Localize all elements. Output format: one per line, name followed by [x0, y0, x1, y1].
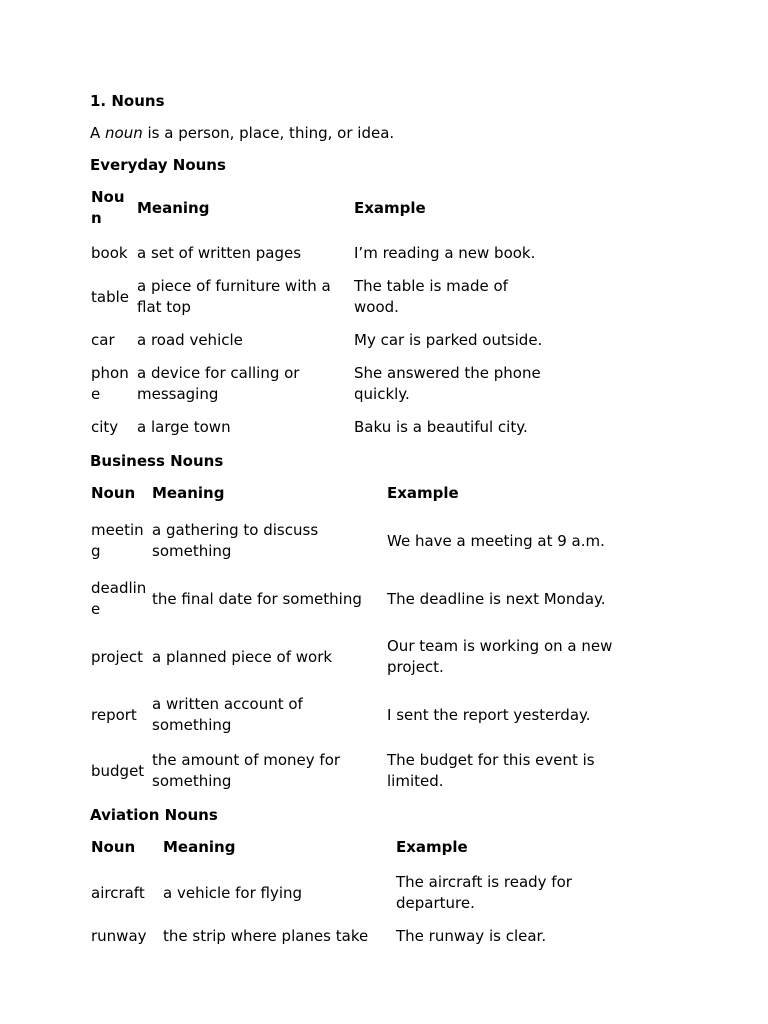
- meaning-cell: a planned piece of work: [152, 647, 333, 666]
- column-header-example: Example: [387, 484, 459, 502]
- meaning-cell: the amount of money for something: [152, 751, 341, 790]
- noun-cell: city: [91, 418, 119, 436]
- example-cell: Baku is a beautiful city.: [354, 418, 528, 436]
- intro-before: A: [90, 124, 106, 142]
- everyday-nouns-table: [90, 182, 550, 444]
- noun-cell: project: [91, 647, 144, 666]
- noun-cell: budget: [91, 761, 145, 780]
- noun-cell: meeting: [91, 521, 144, 560]
- column-header-noun: Noun: [91, 188, 125, 227]
- document-content: [90, 88, 650, 957]
- example-cell: The deadline is next Monday.: [387, 589, 606, 608]
- example-cell: Our team is working on a new project.: [387, 637, 613, 676]
- intro-term: noun: [105, 124, 143, 142]
- table-row: [90, 686, 620, 744]
- table-row: [90, 411, 550, 444]
- noun-cell: phone: [91, 364, 129, 403]
- intro-after: is a person, place, thing, or idea.: [142, 124, 395, 142]
- table-row: [90, 570, 620, 628]
- table-row: [90, 920, 587, 953]
- noun-cell: deadline: [91, 579, 147, 618]
- meaning-cell: the final date for something: [152, 589, 362, 608]
- meaning-cell: a set of written pages: [137, 244, 302, 262]
- section-title-aviation: Aviation Nouns: [90, 806, 218, 824]
- example-cell: I sent the report yesterday.: [387, 705, 591, 724]
- table-row: [90, 866, 587, 920]
- meaning-cell: a piece of furniture with a flat top: [137, 277, 331, 316]
- noun-cell: report: [91, 705, 137, 724]
- example-cell: I’m reading a new book.: [354, 244, 536, 262]
- meaning-cell: the strip where planes take: [163, 927, 369, 945]
- table-header-row: [90, 832, 587, 866]
- table-row: [90, 324, 550, 357]
- meaning-cell: a device for calling or messaging: [137, 364, 300, 403]
- column-header-meaning: Meaning: [163, 838, 236, 856]
- meaning-cell: a large town: [137, 418, 231, 436]
- example-cell: She answered the phone quickly.: [354, 364, 541, 403]
- table-row: [90, 237, 550, 270]
- aviation-nouns-table: [90, 832, 587, 953]
- example-cell: We have a meeting at 9 a.m.: [387, 531, 605, 550]
- table-row: [90, 357, 550, 411]
- table-header-row: [90, 478, 620, 512]
- table-row: [90, 628, 620, 686]
- column-header-noun: Noun: [91, 484, 136, 502]
- column-header-meaning: Meaning: [152, 484, 225, 502]
- column-header-example: Example: [396, 838, 468, 856]
- noun-cell: aircraft: [91, 883, 145, 902]
- meaning-cell: a written account of something: [152, 695, 303, 734]
- table-row: [90, 744, 620, 798]
- noun-cell: book: [91, 244, 128, 262]
- example-cell: The budget for this event is limited.: [387, 751, 595, 790]
- section-title-everyday: Everyday Nouns: [90, 156, 226, 174]
- meaning-cell: a vehicle for flying: [163, 883, 303, 902]
- noun-cell: runway: [91, 927, 147, 945]
- column-header-noun: Noun: [91, 838, 136, 856]
- table-row: [90, 512, 620, 570]
- noun-cell: table: [91, 287, 129, 306]
- column-header-example: Example: [354, 198, 426, 217]
- section-title-business: Business Nouns: [90, 452, 224, 470]
- example-cell: The table is made of wood.: [354, 277, 508, 316]
- table-row: [90, 270, 550, 324]
- example-cell: My car is parked outside.: [354, 331, 543, 349]
- page-title: 1. Nouns: [90, 92, 165, 110]
- meaning-cell: a road vehicle: [137, 331, 243, 349]
- example-cell: The aircraft is ready for departure.: [396, 873, 572, 912]
- table-header-row: [90, 182, 550, 237]
- example-cell: The runway is clear.: [396, 927, 547, 945]
- noun-cell: car: [91, 331, 115, 349]
- intro-paragraph: [90, 120, 650, 146]
- business-nouns-table: [90, 478, 620, 798]
- meaning-cell: a gathering to discuss something: [152, 521, 319, 560]
- column-header-meaning: Meaning: [137, 198, 210, 217]
